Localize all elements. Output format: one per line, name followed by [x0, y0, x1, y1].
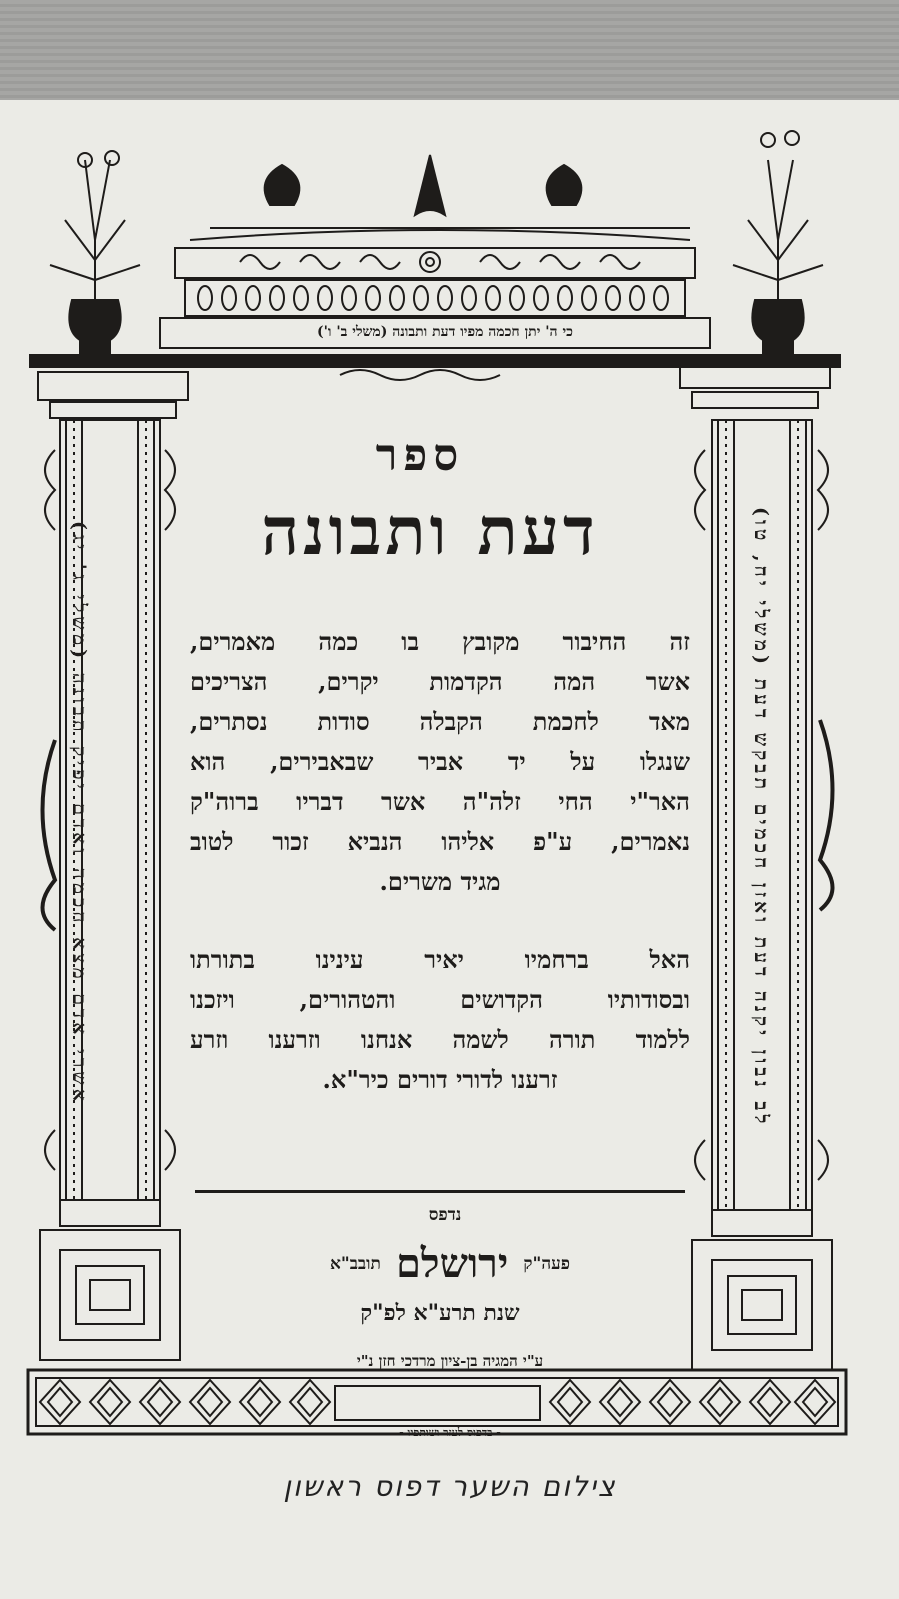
bottom-band	[28, 1370, 846, 1434]
publication-prefix: פעה"ק	[523, 1253, 571, 1274]
press-footer: - בדפוס לעזר ושותפיו -	[399, 1426, 501, 1439]
egg-ornament	[510, 286, 524, 310]
diamond-ornament	[600, 1380, 640, 1424]
egg-ornament	[222, 286, 236, 310]
handwritten-note: צילום השער דפוס ראשון	[283, 1470, 617, 1503]
diamond-ornament	[750, 1380, 790, 1424]
book-title: דעת ותבונה	[261, 492, 599, 570]
description-line: מאד לחכמת הקבלה סודות נסתרים,	[190, 707, 690, 736]
top-flowers	[265, 155, 582, 215]
egg-ornament	[558, 286, 572, 310]
description-line: נאמרים, ע"פ אליהו הנביא זכור לטוב	[190, 827, 690, 856]
diamond-ornament	[550, 1380, 590, 1424]
egg-ornament	[606, 286, 620, 310]
diamond-ornament	[140, 1380, 180, 1424]
egg-ornament	[438, 286, 452, 310]
egg-ornament	[414, 286, 428, 310]
egg-ornament	[654, 286, 668, 310]
right-vase	[733, 131, 823, 360]
right-column-verse: לב נבון יקנה דעת ואזן חכמים תבקש דעת (משלי יח, טו)	[750, 507, 772, 1128]
egg-ornament	[630, 286, 644, 310]
publication-line	[250, 1240, 650, 1290]
egg-ornament	[366, 286, 380, 310]
egg-ornament	[390, 286, 404, 310]
description-line: מגיד משרים.	[379, 867, 501, 896]
left-vase	[50, 151, 140, 360]
prayer-line: האל ברחמיו יאיר עינינו בתורתו	[190, 945, 690, 974]
diamond-ornament	[290, 1380, 330, 1424]
description-line: זה החיבור מקובץ בו כמה מאמרים,	[190, 627, 690, 656]
diamond-ornament	[240, 1380, 280, 1424]
egg-ornament	[534, 286, 548, 310]
prayer-line: ללמוד תורה לשמה אנחנו וזרענו וזרע	[190, 1025, 690, 1054]
egg-row	[198, 286, 668, 310]
prayer-line: ובסודותיו הקדושים והטהורים, ויזכנו	[190, 985, 690, 1014]
egg-ornament	[246, 286, 260, 310]
publication-suffix: תובב"א	[329, 1253, 381, 1274]
right-base	[692, 1210, 832, 1370]
egg-ornament	[198, 286, 212, 310]
publication-city: ירושלם	[395, 1240, 509, 1287]
top-motto: כי ה' יתן חכמה מפיו דעת ותבונה (משלי ב' ו')	[317, 324, 573, 340]
egg-ornament	[294, 286, 308, 310]
left-column-verse: אשרי אדם מצא חכמה ואדם יפיק תבונה (משלי ג' יג)	[68, 520, 90, 1105]
left-base	[40, 1200, 180, 1360]
scroll-ornaments	[240, 252, 640, 272]
egg-ornament	[486, 286, 500, 310]
egg-ornament	[342, 286, 356, 310]
diamond-ornament	[795, 1380, 835, 1424]
prayer-line: זרענו לדורי דורים כיר"א.	[322, 1065, 558, 1094]
egg-ornament	[582, 286, 596, 310]
divider-rule	[195, 1190, 685, 1193]
year-line: שנת תרע"א לפ"ק	[360, 1300, 520, 1326]
diamond-ornament	[700, 1380, 740, 1424]
description-line: שנגלו על יד אביר שבאבירים, הוא	[190, 747, 690, 776]
egg-ornament	[462, 286, 476, 310]
pre-title: ספר	[375, 430, 465, 481]
description-paragraph	[190, 622, 690, 902]
printed-label: נדפס	[428, 1205, 462, 1225]
diamond-ornament	[40, 1380, 80, 1424]
printer-line: ע"י המגיה בן-ציון מרדכי חזן נ"י	[356, 1352, 544, 1370]
prayer-paragraph	[190, 940, 690, 1100]
description-line: האר"י החי זלה"ה אשר דבריו ברוה"ק	[190, 787, 690, 816]
description-line: אשר המה הקדמות יקרים, הצריכים	[190, 667, 690, 696]
diamond-ornament	[190, 1380, 230, 1424]
egg-ornament	[270, 286, 284, 310]
diamond-ornament	[90, 1380, 130, 1424]
diamond-ornament	[650, 1380, 690, 1424]
egg-ornament	[318, 286, 332, 310]
